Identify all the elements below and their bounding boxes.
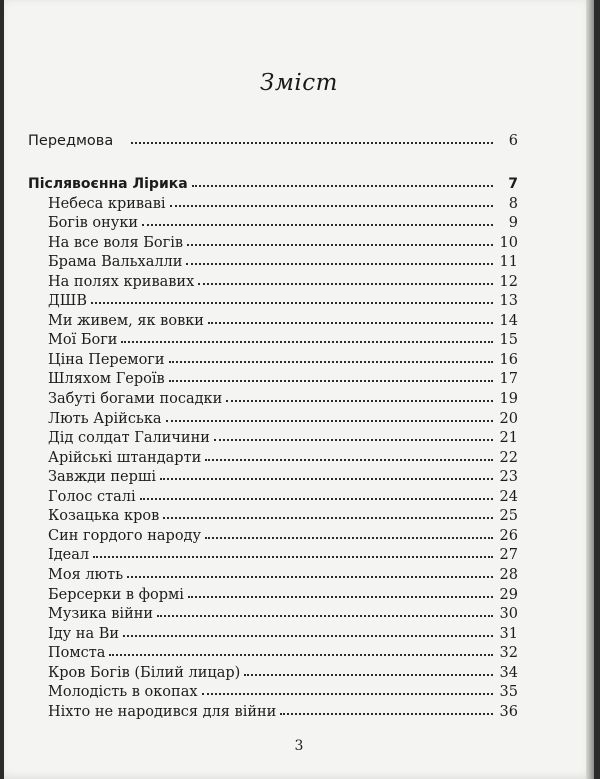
toc-entry-page: 31 bbox=[499, 625, 518, 642]
toc-leader bbox=[140, 486, 493, 500]
toc-leader bbox=[91, 290, 493, 304]
toc-leader bbox=[226, 388, 493, 402]
toc-leader bbox=[142, 212, 493, 226]
toc-entry-page: 13 bbox=[499, 293, 518, 310]
toc-entry-row bbox=[48, 467, 518, 487]
toc-preface-page: 6 bbox=[508, 133, 518, 149]
toc-entry-page: 12 bbox=[499, 273, 518, 290]
toc-leader bbox=[160, 466, 493, 480]
toc-leader bbox=[205, 525, 493, 539]
toc-entry-row bbox=[48, 682, 518, 702]
toc-entry-page: 30 bbox=[499, 606, 518, 623]
toc-entry-page: 16 bbox=[499, 351, 518, 368]
toc-entry-label: На все воля Богів bbox=[48, 234, 184, 251]
toc-entry-page: 9 bbox=[508, 215, 518, 232]
toc-entry-label: Мої Боги bbox=[48, 332, 118, 349]
toc-entry-page: 25 bbox=[499, 508, 518, 525]
document-page bbox=[4, 0, 594, 779]
toc-entry-row bbox=[48, 663, 518, 683]
toc-entry-label: Брама Вальхалли bbox=[48, 254, 183, 271]
toc-entry-page: 14 bbox=[499, 312, 518, 329]
toc-section-row bbox=[28, 174, 518, 194]
toc-entry-row bbox=[48, 213, 518, 233]
toc-leader bbox=[127, 564, 493, 578]
toc-leader bbox=[131, 130, 493, 144]
toc-leader bbox=[192, 173, 493, 187]
page-edge-shadow bbox=[586, 0, 594, 779]
toc-leader bbox=[157, 603, 493, 617]
toc-entry-page: 15 bbox=[499, 332, 518, 349]
toc-leader bbox=[280, 701, 493, 715]
toc-entry-page: 28 bbox=[499, 566, 518, 583]
toc-entry-label: Син гордого народу bbox=[48, 527, 202, 544]
toc-title: Зміст bbox=[260, 70, 338, 96]
toc-leader bbox=[187, 232, 493, 246]
toc-leader bbox=[121, 329, 493, 343]
toc-entry-label: Богів онуки bbox=[48, 215, 139, 232]
toc-entry-row bbox=[48, 702, 518, 722]
toc-leader bbox=[170, 193, 493, 207]
toc-entry-row bbox=[48, 252, 518, 272]
toc-entry-page: 20 bbox=[499, 410, 518, 427]
toc-entry-page: 10 bbox=[499, 234, 518, 251]
toc-entry-row bbox=[48, 585, 518, 605]
toc-entry-row bbox=[48, 389, 518, 409]
toc-entry-label: Шляхом Героїв bbox=[48, 371, 165, 388]
toc-leader bbox=[188, 584, 493, 598]
toc-entry-label: Забуті богами посадки bbox=[48, 391, 223, 407]
toc-entry-row bbox=[48, 448, 518, 468]
toc-entry-page: 21 bbox=[499, 430, 518, 447]
toc-entry-row bbox=[48, 330, 518, 350]
toc-leader bbox=[208, 310, 493, 324]
toc-entry-row bbox=[48, 506, 518, 526]
toc-entry-row bbox=[48, 350, 518, 370]
toc-entry-label: Дід солдат Галичини bbox=[48, 430, 210, 447]
toc-entry-row bbox=[48, 487, 518, 507]
toc-entry-label: Ніхто не народився для війни bbox=[48, 703, 277, 720]
toc-preface-row bbox=[28, 131, 518, 151]
toc-entry-row bbox=[48, 545, 518, 565]
toc-entry-label: ДШВ bbox=[48, 293, 87, 310]
toc-entry-row bbox=[48, 194, 518, 214]
toc-entry-label: Іду на Ви bbox=[48, 625, 120, 642]
toc-entry-label: Арійські штандарти bbox=[48, 449, 202, 466]
toc-entry-row bbox=[48, 233, 518, 253]
toc-leader bbox=[109, 642, 493, 656]
toc-entry-page: 34 bbox=[499, 664, 518, 681]
toc-entry-page: 27 bbox=[499, 547, 518, 564]
toc-entry-row bbox=[48, 272, 518, 292]
toc-section-page: 7 bbox=[508, 176, 518, 192]
toc-entry-row bbox=[48, 604, 518, 624]
toc-entry-page: 26 bbox=[499, 527, 518, 544]
toc-entry-row bbox=[48, 428, 518, 448]
toc-entry-label: Небеса криваві bbox=[48, 195, 166, 212]
toc-entry-label: Молодість в окопах bbox=[48, 684, 198, 701]
toc-entry-label: Ціна Перемоги bbox=[48, 351, 165, 368]
toc-entry-page: 36 bbox=[499, 703, 518, 720]
toc-entry-page: 17 bbox=[499, 371, 518, 388]
toc-entry-page: 23 bbox=[499, 469, 518, 486]
toc-leader bbox=[163, 505, 493, 519]
toc-entry-label: Помста bbox=[48, 645, 106, 662]
toc-entry-label: Завжди перші bbox=[48, 469, 157, 486]
toc-entry-label: Ідеал bbox=[48, 547, 90, 564]
toc-entry-label: Ми живем, як вовки bbox=[48, 312, 204, 329]
toc-leader bbox=[205, 447, 493, 461]
toc-entry-page: 24 bbox=[499, 488, 518, 505]
toc-entry-page: 19 bbox=[499, 391, 518, 407]
toc-leader bbox=[123, 623, 493, 637]
toc-entry-label: Лють Арійська bbox=[48, 410, 162, 427]
toc-leader bbox=[186, 251, 493, 265]
toc-entry-row bbox=[48, 369, 518, 389]
toc-entry-label: На полях кривавих bbox=[48, 273, 195, 290]
toc-entry-row bbox=[48, 291, 518, 311]
toc-entry-page: 35 bbox=[499, 684, 518, 701]
toc-entry-row bbox=[48, 643, 518, 663]
toc-entry-row bbox=[48, 565, 518, 585]
toc-entry-page: 29 bbox=[499, 586, 518, 603]
toc-entry-row bbox=[48, 311, 518, 331]
toc-leader bbox=[93, 544, 493, 558]
toc-leader bbox=[198, 271, 493, 285]
toc-entry-label: Музика війни bbox=[48, 606, 154, 623]
toc-preface-label: Передмова bbox=[28, 133, 114, 149]
toc-section-label: Післявоєнна Лірика bbox=[28, 176, 188, 192]
toc-leader bbox=[244, 662, 493, 676]
page-number: 3 bbox=[294, 738, 304, 754]
toc-entry-page: 11 bbox=[499, 254, 518, 271]
toc-entry-label: Козацька кров bbox=[48, 508, 160, 525]
toc-entry-label: Моя лють bbox=[48, 566, 124, 583]
toc-leader bbox=[202, 681, 493, 695]
toc-leader bbox=[214, 427, 493, 441]
toc-leader bbox=[169, 368, 493, 382]
toc-leader bbox=[169, 349, 493, 363]
toc-leader bbox=[166, 408, 493, 422]
toc-entry-page: 32 bbox=[499, 645, 518, 662]
toc-entry-row bbox=[48, 409, 518, 429]
toc-entry-label: Берсерки в формі bbox=[48, 586, 184, 603]
toc-entry-label: Кров Богів (Білий лицар) bbox=[48, 664, 241, 681]
toc-entry-row bbox=[48, 526, 518, 546]
toc-entry-label: Голос сталі bbox=[48, 488, 136, 505]
toc-entry-page: 8 bbox=[508, 195, 518, 212]
toc-entry-page: 22 bbox=[499, 449, 518, 466]
toc-entry-row bbox=[48, 624, 518, 644]
